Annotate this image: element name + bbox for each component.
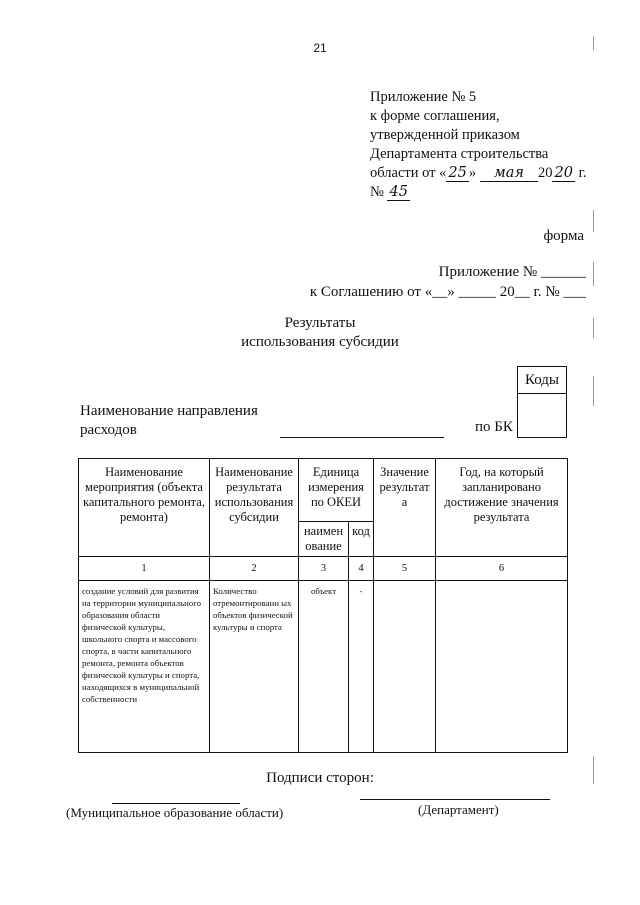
- title-line-1: Результаты: [284, 315, 356, 331]
- annex-number-line: [370, 183, 587, 202]
- annex-line-2: к форме соглашения,: [370, 108, 500, 124]
- annex-date-mid: »: [468, 165, 477, 181]
- annex-line-4: Департамента строительства: [370, 146, 549, 162]
- signature-line-department: [360, 799, 550, 800]
- codes-header: Коды: [517, 366, 567, 394]
- title-line-2: использования субсидии: [241, 334, 399, 350]
- scan-edge-mark: [593, 376, 594, 406]
- scan-edge-mark: [593, 210, 594, 232]
- column-number-3: 3: [299, 557, 349, 581]
- annex-line-1: Приложение № 5: [370, 89, 477, 105]
- bk-label: по БК: [475, 419, 513, 435]
- header-activity-name: Наименование мероприятия (объекта капитального ремонта, ремонта): [79, 459, 210, 557]
- handwritten-month: мая: [480, 165, 538, 182]
- handwritten-day: 25: [448, 165, 467, 181]
- annex-number-prefix: №: [370, 184, 384, 200]
- expense-direction-line-1: Наименование направления: [80, 403, 258, 419]
- row-result: Количество отремонтированн ых объектов физической культуры и спорта: [210, 581, 299, 753]
- column-number-6: 6: [436, 557, 568, 581]
- expense-direction-underline: [280, 437, 444, 438]
- row-activity: создание условий для развития на территории муниципального образования области физической культуры, школьного спорта и массового спорта, в части капитального ремонта, ремонта объектов физической культуры и спорта, находящихся в муниципальной собственности: [79, 581, 210, 753]
- appendix-line-2: к Соглашению от «__» _____ 20__ г. № ___: [309, 284, 586, 300]
- signature-label-department: (Департамент): [418, 802, 499, 817]
- row-value: [374, 581, 436, 753]
- expense-direction-line-2: расходов: [80, 422, 137, 438]
- table-row: [79, 581, 568, 753]
- handwritten-year: 20: [554, 165, 573, 181]
- row-unit-code: -: [349, 581, 374, 753]
- appendix-block: [300, 262, 586, 302]
- header-result-value: Значение результат а: [374, 459, 436, 557]
- header-unit-name: наимен ование: [299, 522, 349, 557]
- annex-year-prefix: 20: [537, 165, 553, 181]
- document-title: [0, 314, 640, 352]
- row-unit-name: объект: [299, 581, 349, 753]
- scan-edge-mark: [593, 262, 594, 286]
- header-result-name: Наименование результата использования субсидии: [210, 459, 299, 557]
- results-table: [78, 458, 568, 753]
- scan-edge-mark: [593, 318, 594, 338]
- form-label: форма: [543, 228, 584, 244]
- header-target-year: Год, на который запланировано достижение значения результата: [436, 459, 568, 557]
- table-header-row: [79, 459, 568, 522]
- page-number: 21: [313, 41, 327, 55]
- bk-code-cell: [517, 393, 567, 438]
- column-number-4: 4: [349, 557, 374, 581]
- table-number-row: [79, 557, 568, 581]
- column-number-1: 1: [79, 557, 210, 581]
- scan-edge-mark: [593, 756, 594, 784]
- header-unit-code: код: [349, 522, 374, 557]
- signature-label-municipality: (Муниципальное образование области): [66, 805, 284, 820]
- row-year: [436, 581, 568, 753]
- annex-block: [370, 88, 587, 202]
- column-number-5: 5: [374, 557, 436, 581]
- appendix-line-1: Приложение № ______: [438, 264, 586, 280]
- handwritten-number: 45: [389, 184, 408, 200]
- header-unit: Единица измерения по ОКЕИ: [299, 459, 374, 522]
- column-number-2: 2: [210, 557, 299, 581]
- signature-line-municipality: [112, 803, 240, 804]
- scan-edge-mark: [593, 36, 594, 50]
- signatures-heading: Подписи сторон:: [266, 770, 374, 786]
- annex-date-suffix: г.: [578, 165, 587, 181]
- expense-direction-label: [80, 402, 258, 440]
- annex-line-3: утвержденной приказом: [370, 127, 520, 143]
- annex-date-prefix: области от «: [370, 165, 447, 181]
- annex-date-line: [370, 164, 587, 183]
